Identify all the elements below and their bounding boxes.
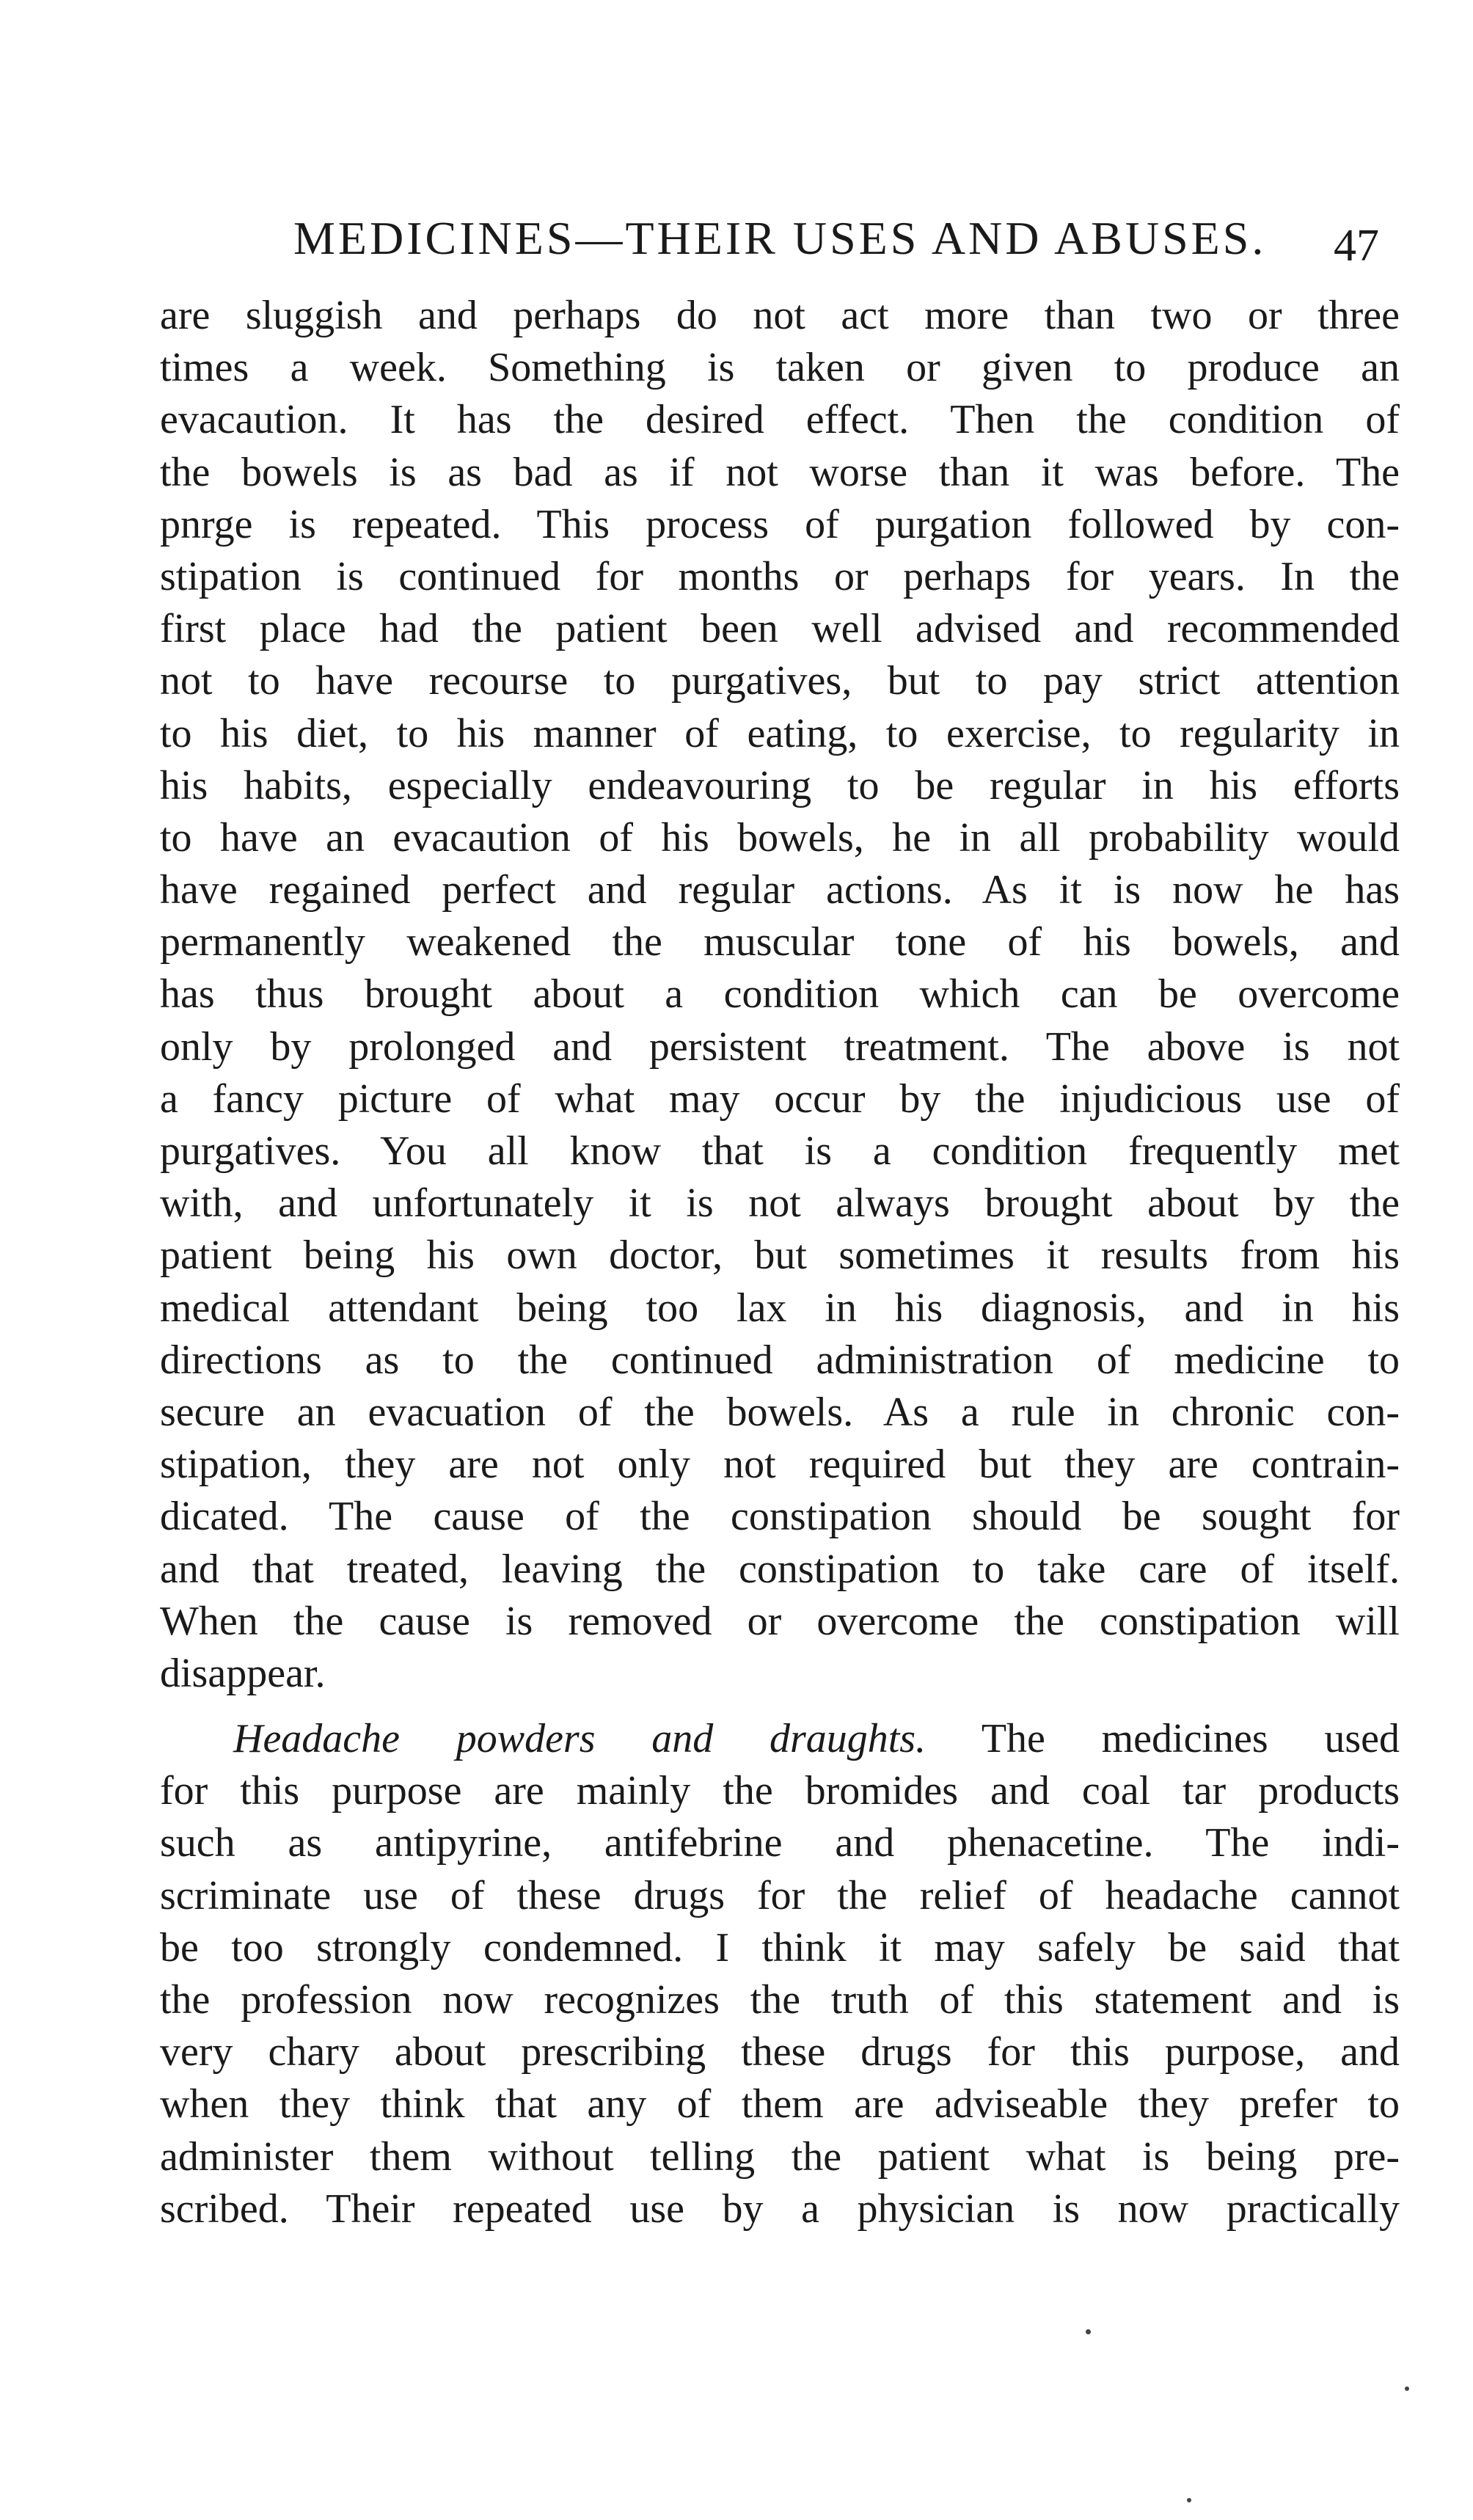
text-line: first place had the patient been well advised and recommended <box>160 606 1400 652</box>
heading-line-rest: The medicines used <box>981 1716 1400 1762</box>
running-head-title: MEDICINES—THEIR USES AND ABUSES. <box>293 212 1267 264</box>
text-line: times a week. Something is taken or given to produce an <box>160 345 1400 391</box>
text-line: not to have recourse to purgatives, but to pay strict attention <box>160 658 1400 704</box>
text-line: disappear. <box>160 1650 326 1696</box>
text-line: purgatives. You all know that is a condition frequently met <box>160 1128 1400 1174</box>
text-line: evacaution. It has the desired effect. Then the condition of <box>160 397 1400 443</box>
text-line: with, and unfortunately it is not always brought about by the <box>160 1180 1400 1227</box>
text-line: very chary about prescribing these drugs for this purpose, and <box>160 2029 1400 2075</box>
page-number: 47 <box>1334 221 1379 271</box>
paper-speck <box>1405 2386 1409 2391</box>
text-line: scriminate use of these drugs for the relief of headache cannot <box>160 1872 1400 1918</box>
text-line: secure an evacuation of the bowels. As a rule in chronic con- <box>160 1389 1400 1435</box>
text-line: medical attendant being too lax in his diagnosis, and in his <box>160 1285 1400 1331</box>
text-line: the bowels is as bad as if not worse than it was before. The <box>160 449 1400 495</box>
paragraph-2 <box>160 1713 1400 2235</box>
text-line: be too strongly condemned. I think it may safely be said that <box>160 1924 1400 1971</box>
text-line: and that treated, leaving the constipation to take care of itself. <box>160 1546 1400 1592</box>
text-line: pnrge is repeated. This process of purgation followed by con- <box>160 501 1400 547</box>
text-line: a fancy picture of what may occur by the injudicious use of <box>160 1075 1400 1122</box>
text-line: administer them without telling the patient what is being pre- <box>160 2133 1400 2180</box>
text-line: the profession now recognizes the truth of this statement and is <box>160 1977 1400 2023</box>
section-heading: Headache powders and draughts. <box>233 1716 926 1762</box>
text-line: such as antipyrine, antifebrine and phenacetine. The indi- <box>160 1820 1400 1866</box>
text-line: to his diet, to his manner of eating, to exercise, to regularity in <box>160 710 1400 756</box>
text-line: only by prolonged and persistent treatment. The above is not <box>160 1023 1400 1070</box>
text-line: his habits, especially endeavouring to be regular in his efforts <box>160 762 1400 808</box>
text-line: When the cause is removed or overcome the constipation will <box>160 1598 1400 1644</box>
paper-speck <box>1086 2329 1091 2334</box>
text-line: has thus brought about a condition which can be overcome <box>160 971 1400 1018</box>
text-line: scribed. Their repeated use by a physician is now practically <box>160 2185 1400 2232</box>
text-line: have regained perfect and regular actions. As it is now he has <box>160 867 1400 913</box>
running-head <box>293 198 1379 279</box>
text-line: to have an evacaution of his bowels, he in all probability would <box>160 814 1400 861</box>
text-line: are sluggish and perhaps do not act more than two or three <box>160 293 1400 338</box>
text-line: permanently weakened the muscular tone of his bowels, and <box>160 919 1400 965</box>
text-line: patient being his own doctor, but sometimes it results from his <box>160 1232 1400 1279</box>
paper-speck <box>1187 2498 1191 2502</box>
body-text <box>160 290 1400 2235</box>
text-line: stipation is continued for months or perhaps for years. In the <box>160 553 1400 599</box>
text-line: directions as to the continued administration of medicine to <box>160 1337 1400 1383</box>
paragraph-1 <box>160 290 1400 1700</box>
paragraph-gap <box>160 1700 1400 1713</box>
text-line: stipation, they are not only not required but they are contrain- <box>160 1442 1400 1488</box>
text-line <box>160 1713 1400 1765</box>
text-line: when they think that any of them are adviseable they prefer to <box>160 2081 1400 2128</box>
text-line: for this purpose are mainly the bromides and coal tar products <box>160 1768 1400 1814</box>
text-line: dicated. The cause of the constipation should be sought for <box>160 1494 1400 1540</box>
